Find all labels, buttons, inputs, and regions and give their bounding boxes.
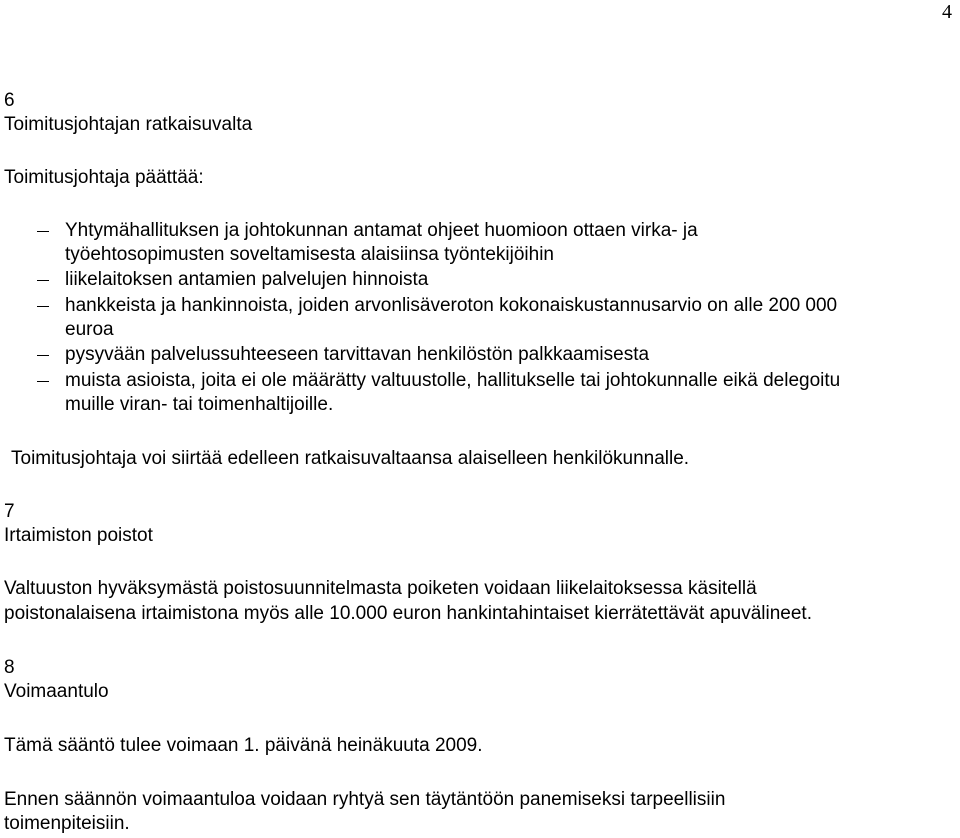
section-6-closing: Toimitusjohtaja voi siirtää edelleen ratkaisuvaltaansa alaiselleen henkilökunnalle. (11, 448, 690, 469)
section-8-title: Voimaantulo (4, 681, 109, 702)
section-8-paragraph: Tämä sääntö tulee voimaan 1. päivänä heinäkuuta 2009. (4, 735, 483, 756)
list-item-4-line-1: pysyvään palvelussuhteeseen tarvittavan henkilöstön palkkaamisesta (65, 344, 650, 365)
list-item-2-line-1: liikelaitoksen antamien palvelujen hinnoista (65, 269, 429, 290)
list-item-5-line-2: muille viran- tai toimenhaltijoille. (65, 394, 334, 415)
list-item-1-line-1: Yhtymähallituksen ja johtokunnan antamat ohjeet huomioon ottaen virka- ja (65, 220, 698, 241)
section-6-title: Toimitusjohtajan ratkaisuvalta (4, 114, 253, 135)
section-6-number: 6 (4, 90, 15, 111)
dash-bullet (37, 280, 49, 281)
list-item-3-line-2: euroa (65, 319, 114, 340)
dash-bullet (37, 355, 49, 356)
list-item-3-line-1: hankkeista ja hankinnoista, joiden arvonlisäveroton kokonaiskustannusarvio on alle 200 000 (65, 295, 838, 316)
list-item-1-line-2: työehtosopimusten soveltamisesta alaisiinsa työntekijöihin (65, 244, 554, 265)
section-8-paragraph-2-line-2: toimenpiteisiin. (4, 813, 130, 834)
list-item-5-line-1: muista asioista, joita ei ole määrätty valtuustolle, hallitukselle tai johtokunnalle eikä delegoitu (65, 370, 841, 391)
dash-bullet (37, 306, 49, 307)
section-7-title: Irtaimiston poistot (4, 525, 153, 546)
dash-bullet (37, 381, 49, 382)
section-8-paragraph-2-line-1: Ennen säännön voimaantuloa voidaan ryhtyä sen täytäntöön panemiseksi tarpeellisiin (4, 789, 726, 810)
section-6-intro: Toimitusjohtaja päättää: (4, 167, 204, 188)
section-7-paragraph-line-1: Valtuuston hyväksymästä poistosuunnitelmasta poiketen voidaan liikelaitoksessa käsitellä (4, 578, 757, 599)
section-7-paragraph-line-2: poistonalaisena irtaimistona myös alle 10.000 euron hankintahintaiset kierrätettävät apuvälineet. (4, 603, 812, 624)
dash-bullet (37, 231, 49, 232)
page-number: 4 (942, 1, 952, 23)
section-7-number: 7 (4, 501, 15, 522)
section-8-number: 8 (4, 657, 15, 678)
